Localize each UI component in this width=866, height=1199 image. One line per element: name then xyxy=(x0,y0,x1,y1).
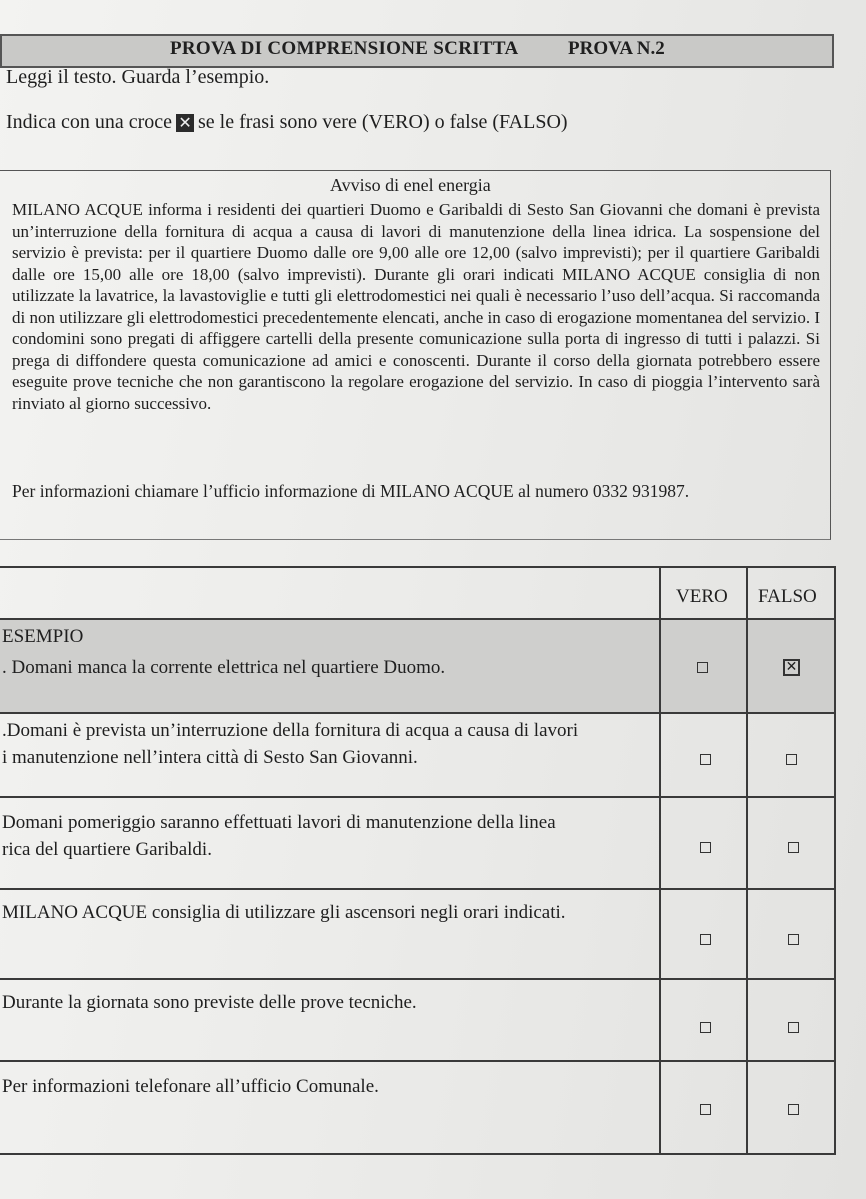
example-label: ESEMPIO xyxy=(2,626,84,647)
table-divider xyxy=(0,1060,836,1062)
example-vero-checkbox[interactable] xyxy=(697,662,708,673)
statement-4: Durante la giornata sono previste delle prove tecniche. xyxy=(2,992,417,1013)
instruction-mark-text-before: Indica con una croce xyxy=(6,111,173,133)
statement-5-falso-checkbox[interactable] xyxy=(788,1104,799,1115)
table-divider xyxy=(0,712,836,714)
statement-1-line-1: .Domani è prevista un’interruzione della fornitura di acqua a causa di lavori xyxy=(2,720,579,741)
statement-5-vero-checkbox[interactable] xyxy=(700,1104,711,1115)
notice-body: MILANO ACQUE informa i residenti dei quartieri Duomo e Garibaldi di Sesto San Giovanni che domani è prevista un’interruzione della fornitura di acqua a causa di lavori di manutenzione della linea idrica. La sospensione del servizio è prevista: per il quartiere Duomo dalle ore 9,00 alle ore 12,00 (salvo imprevisti); per il quartiere Garibaldi dalle ore 15,00 alle ore 18,00 (salvo imprevisti). Durante gli orari indicati MILANO ACQUE consiglia di non utilizzate la lavatrice, la lavastoviglie e tutti gli elettrodomestici nei quali è necessario l’uso dell’acqua. Si raccomanda di non utilizzare gli elettrodomestici precedentemente elencati, anche in caso di erogazione momentanea del servizio. I condomini sono pregati di affiggere cartelli della presente comunicazione sulla porta di ingresso di tutti i palazzi. Si prega di diffondere questa comunicazione ad amici e conoscenti. Durante il corso della giornata potrebbero essere eseguite prove tecniche che non garantiscono la regolare erogazione del servizio. In caso di pioggia l’intervento sarà rinviato al giorno successivo. xyxy=(12,200,820,413)
table-divider xyxy=(0,978,836,980)
instruction-mark-text-after: se le frasi sono vere (VERO) o false (FALSO) xyxy=(198,111,568,133)
table-column-line xyxy=(746,566,748,1155)
test-number: PROVA N.2 xyxy=(568,38,665,59)
statement-2-falso-checkbox[interactable] xyxy=(788,842,799,853)
table-border-bottom xyxy=(0,1153,836,1155)
header-bar xyxy=(0,34,834,68)
table-divider xyxy=(0,888,836,890)
example-statement: . Domani manca la corrente elettrica nel quartiere Duomo. xyxy=(2,657,446,678)
statement-3-vero-checkbox[interactable] xyxy=(700,934,711,945)
statement-5: Per informazioni telefonare all’ufficio Comunale. xyxy=(2,1076,379,1097)
true-false-table xyxy=(0,566,836,1156)
instruction-read: Leggi il testo. Guarda l’esempio. xyxy=(6,66,270,88)
statement-3-falso-checkbox[interactable] xyxy=(788,934,799,945)
instruction-mark xyxy=(6,111,568,134)
statement-3: MILANO ACQUE consiglia di utilizzare gli ascensori negli orari indicati. xyxy=(2,902,566,923)
table-divider xyxy=(0,796,836,798)
statement-1-falso-checkbox[interactable] xyxy=(786,754,797,765)
notice-title: Avviso di enel energia xyxy=(330,175,491,195)
statement-1-vero-checkbox[interactable] xyxy=(700,754,711,765)
column-header-vero: VERO xyxy=(676,586,728,607)
statement-2-line-1: Domani pomeriggio saranno effettuati lavori di manutenzione della linea xyxy=(2,812,556,833)
statement-2-line-2: rica del quartiere Garibaldi. xyxy=(2,839,212,860)
table-border-top xyxy=(0,566,836,568)
notice-contact-info: Per informazioni chiamare l’ufficio informazione di MILANO ACQUE al numero 0332 931987. xyxy=(12,481,690,501)
statement-4-vero-checkbox[interactable] xyxy=(700,1022,711,1033)
statement-4-falso-checkbox[interactable] xyxy=(788,1022,799,1033)
table-border-right xyxy=(834,566,836,1155)
cross-box-icon: ✕ xyxy=(176,114,194,132)
table-column-line xyxy=(659,566,661,1155)
notice-box xyxy=(0,170,831,540)
page-title: PROVA DI COMPRENSIONE SCRITTA xyxy=(170,38,519,59)
statement-2-vero-checkbox[interactable] xyxy=(700,842,711,853)
column-header-falso: FALSO xyxy=(758,586,817,607)
statement-1-line-2: i manutenzione nell’intera città di Sesto San Giovanni. xyxy=(2,747,418,768)
example-falso-checkbox[interactable]: ✕ xyxy=(783,659,800,676)
table-divider xyxy=(0,618,836,620)
